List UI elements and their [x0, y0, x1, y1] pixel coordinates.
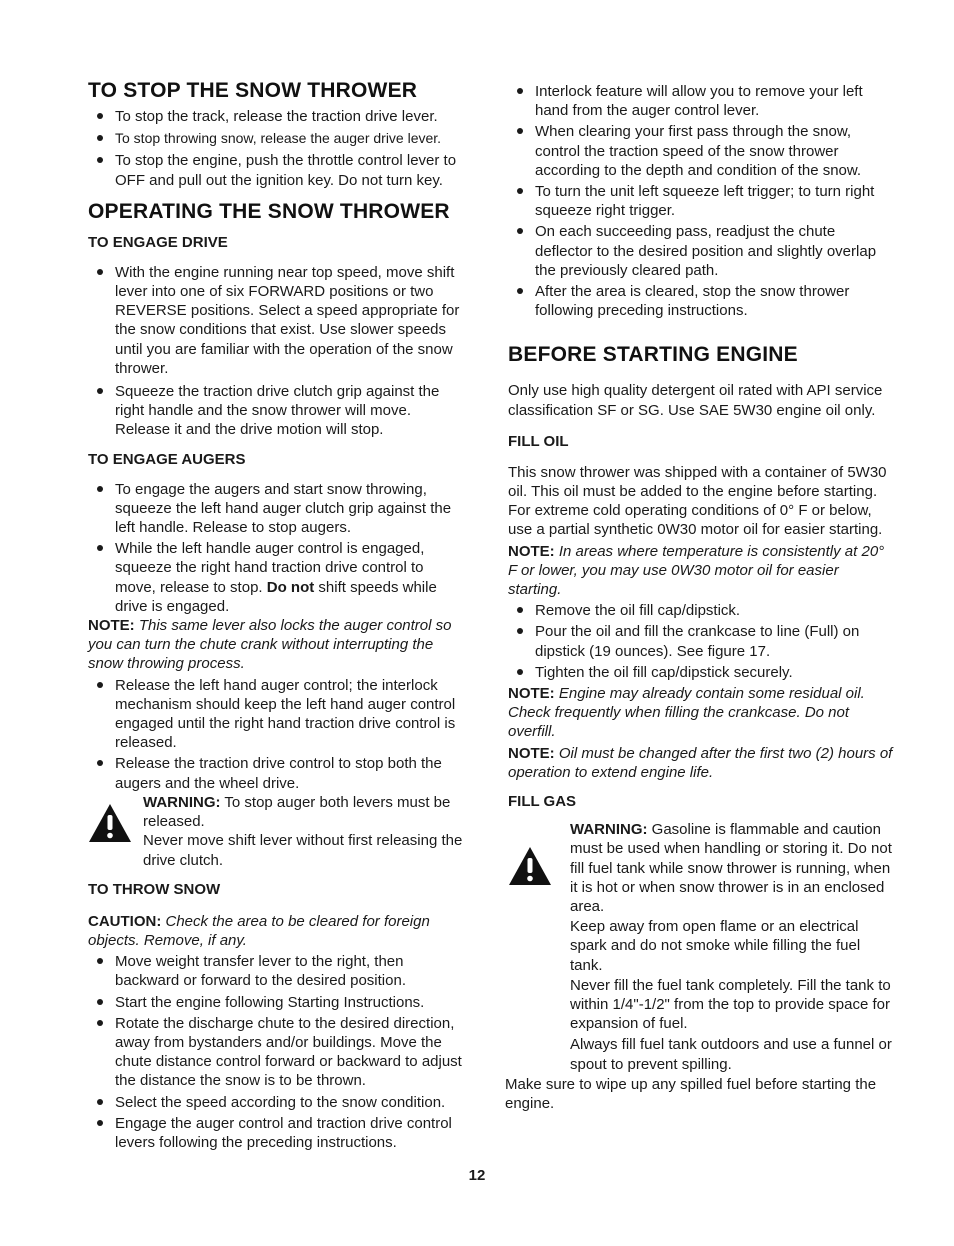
augers-note [88, 616, 468, 674]
list-item: To engage the augers and start snow throwing, squeeze the left hand auger clutch grip against the left handle. Release to stop augers. [88, 480, 468, 538]
before-starting-title: BEFORE STARTING ENGINE [508, 343, 798, 367]
pass-list [508, 82, 893, 320]
engage-drive-title: TO ENGAGE DRIVE [88, 233, 228, 251]
list-item: Rotate the discharge chute to the desired direction, away from bystanders and/or buildings. Move the chute distance control forward or backward to adjust the distance the snow is to be thrown. [88, 1014, 468, 1091]
gas-warning-text-2: Keep away from open flame or an electrical spark and do not smoke while filling the fuel tank. [570, 918, 861, 974]
caution-note [88, 912, 468, 950]
list-item: To turn the unit left squeeze left trigger; to turn right squeeze right trigger. [508, 182, 893, 220]
stop-section-title: TO STOP THE SNOW THROWER [88, 79, 418, 102]
oil-note-2 [508, 684, 893, 742]
note-text: In areas where temperature is consistently at 20° F or lower, you may use 0W30 motor oil for easier starting. [508, 542, 885, 599]
list-item: To stop the engine, push the throttle control lever to OFF and pull out the ignition key. Do not turn key. [88, 151, 468, 189]
list-item: After the area is cleared, stop the snow thrower following preceding instructions. [508, 282, 893, 320]
list-item: Squeeze the traction drive clutch grip against the right handle and the snow thrower will move. Release it and the drive motion will stop. [88, 382, 468, 440]
engage-augers-title: TO ENGAGE AUGERS [88, 450, 246, 468]
augers-item-emphasis: Do not [266, 578, 315, 596]
list-item: Engage the auger control and traction drive control levers following the preceding instructions. [88, 1114, 468, 1152]
note-text: Engine may already contain some residual oil. Check frequently when filling the crankcase. Do not overfill. [508, 685, 865, 741]
gas-warning-text-4: Always fill fuel tank outdoors and use a funnel or spout to prevent spilling. [570, 1036, 892, 1073]
list-item: Release the traction drive control to stop both the augers and the wheel drive. [88, 754, 468, 792]
list-item: Remove the oil fill cap/dipstick. [508, 601, 893, 620]
list-item: On each succeeding pass, readjust the chute deflector to the desired position and slightly overlap the previously cleared path. [508, 222, 893, 280]
list-item: When clearing your first pass through the snow, control the traction speed of the snow thrower according to the depth and condition of the snow. [508, 122, 893, 180]
caution-label: CAUTION: [88, 912, 162, 930]
warning-text-2: Never move shift lever without first releasing the drive clutch. [143, 832, 463, 869]
note-label: NOTE: [508, 685, 555, 703]
note-label: NOTE: [508, 542, 555, 560]
right-column [505, 82, 893, 1113]
left-column [88, 78, 468, 1152]
gas-warning [508, 820, 892, 1074]
gas-warning-text-1: WARNING: Gasoline is flammable and caution must be used when handling or storing it. Do not fill fuel tank while snow thrower is running, when it is hot or when snow thrower is in an enclosed area. [570, 821, 892, 915]
gas-warning-text-3: Never fill the fuel tank completely. Fill the tank to within 1/4"-1/2" from the top to provide space for expansion of fuel. [570, 976, 891, 1033]
throw-snow-title: TO THROW SNOW [88, 880, 221, 898]
list-item: Pour the oil and fill the crankcase to line (Full) on dipstick (19 ounces). See figure 17. [508, 622, 893, 660]
warning-text-1: WARNING: To stop auger both levers must be released. [143, 793, 451, 831]
augers-item-text: While the left handle auger control is engaged, squeeze the right hand traction drive control to move, release to stop. [115, 540, 425, 596]
caution-text: Check the area to be cleared for foreign objects. Remove, if any. [88, 912, 430, 949]
oil-note-3 [508, 744, 893, 782]
list-item: Move weight transfer lever to the right, then backward or forward to the desired position. [88, 952, 468, 990]
note-text: Oil must be changed after the first two (2) hours of operation to extend engine life. [508, 744, 893, 781]
augers-item-text-end: shift speeds while drive is engaged. [115, 578, 437, 615]
list-item: Tighten the oil fill cap/dipstick securely. [508, 663, 893, 682]
oil-list [508, 601, 893, 682]
list-item: With the engine running near top speed, move shift lever into one of six FORWARD positions or two REVERSE positions. Select a speed appropriate for the snow conditions that exist. Use slower speeds until you are familiar with the operation of the snow thrower. [88, 263, 468, 378]
augers-list-after [88, 676, 468, 793]
closing-text: Make sure to wipe up any spilled fuel before starting the engine. [505, 1075, 877, 1112]
warning-triangle-icon [88, 803, 132, 843]
oil-note-1 [508, 542, 893, 600]
engage-drive-list [88, 263, 468, 440]
engage-augers-list [88, 480, 468, 616]
list-item: Release the left hand auger control; the interlock mechanism should keep the left hand auger control engaged until the right hand traction drive control is released. [88, 676, 468, 753]
list-item: To stop throwing snow, release the auger drive lever. [88, 129, 468, 148]
auger-warning [88, 793, 468, 870]
list-item: Select the speed according to the snow condition. [88, 1093, 468, 1112]
fill-oil-title: FILL OIL [508, 432, 569, 450]
note-text: This same lever also locks the auger control so you can turn the chute crank without interrupting the snow throwing process. [88, 617, 452, 673]
operating-section-title: OPERATING THE SNOW THROWER [88, 199, 450, 223]
list-item: Interlock feature will allow you to remove your left hand from the auger control lever. [508, 82, 893, 120]
list-item [88, 539, 468, 616]
fill-oil-text: This snow thrower was shipped with a container of 5W30 oil. This oil must be added to the engine before starting. For extreme cold operating conditions of 0° F or below, use a partial synthetic 0W30 motor oil for easier starting. [508, 463, 887, 539]
list-item: To stop the track, release the traction drive lever. [88, 107, 468, 126]
fill-gas-title: FILL GAS [508, 793, 577, 811]
warning-label: WARNING: [143, 793, 221, 811]
page-number: 12 [468, 1167, 486, 1184]
note-label: NOTE: [508, 744, 555, 762]
note-label: NOTE: [88, 617, 135, 635]
stop-list [88, 107, 468, 190]
warning-label: WARNING: [570, 821, 648, 839]
throw-list [88, 952, 468, 1152]
warning-triangle-icon [508, 846, 552, 886]
list-item: Start the engine following Starting Instructions. [88, 993, 468, 1012]
before-starting-text: Only use high quality detergent oil rated with API service classification SF or SG. Use SAE 5W30 engine oil only. [508, 382, 883, 419]
